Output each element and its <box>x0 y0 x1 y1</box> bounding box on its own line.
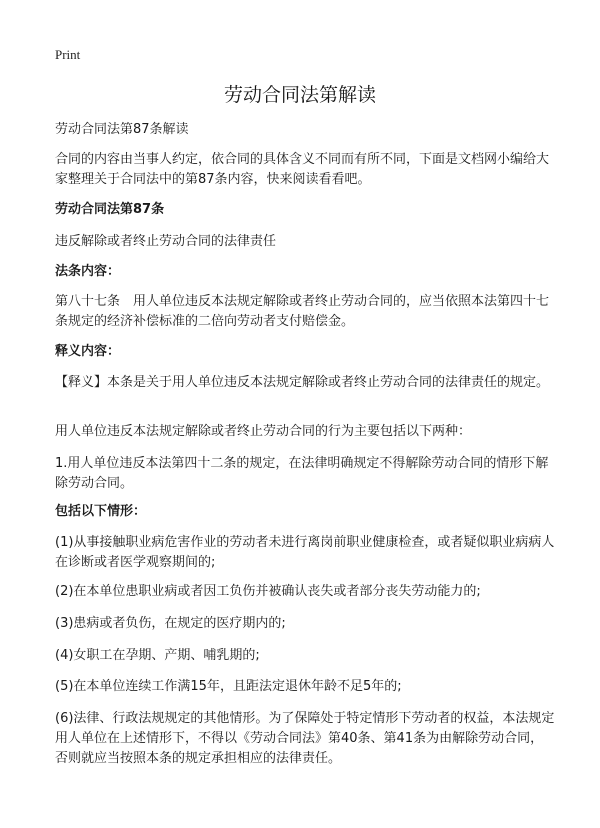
case-item-5: (5)在本单位连续工作满15年，且距法定退休年龄不足5年的; <box>55 679 402 694</box>
interpretation-text: 【释义】本条是关于用人单位违反本法规定解除或者终止劳动合同的法律责任的规定。 <box>55 375 550 390</box>
interpretation-heading: 释义内容： <box>55 344 121 359</box>
case-item-1: (1)从事接触职业病危害作业的劳动者未进行离岗前职业健康检查，或者疑似职业病病人在诊断或者医学观察期间的; <box>55 535 555 570</box>
cases-heading: 包括以下情形： <box>55 504 147 519</box>
case-item-4: (4)女职工在孕期、产期、哺乳期的; <box>55 648 260 663</box>
case-item-3: (3)患病或者负伤，在规定的医疗期内的; <box>55 616 286 631</box>
subtitle: 劳动合同法第87条解读 <box>55 122 189 137</box>
print-link[interactable]: Print <box>55 47 81 62</box>
case-item-2: (2)在本单位患职业病或者因工负伤并被确认丧失或者部分丧失劳动能力的; <box>55 584 481 599</box>
behavior-item-1: 1.用人单位违反本法第四十二条的规定，在法律明确规定不得解除劳动合同的情形下解除劳动合同。 <box>55 456 549 491</box>
case-item-6: (6)法律、行政法规规定的其他情形。为了保障处于特定情形下劳动者的权益，本法规定用人单位在上述情形下，不得以《劳动合同法》第40条、第41条为由解除劳动合同，否则就应当按照本条的规定承担相应的法律责任。 <box>55 711 555 766</box>
article-heading: 劳动合同法第87条 <box>55 202 165 217</box>
page-title: 劳动合同法第解读 <box>223 84 376 106</box>
provision-heading: 法条内容： <box>55 264 121 279</box>
provision-text: 第八十七条 用人单位违反本法规定解除或者终止劳动合同的，应当依照本法第四十七条规定的经济补偿标准的二倍向劳动者支付赔偿金。 <box>55 294 550 329</box>
intro-paragraph: 合同的内容由当事人约定，依合同的具体含义不同而有所不同，下面是文档网小编给大家整理关于合同法中的第87条内容，快来阅读看看吧。 <box>55 152 550 187</box>
article-topic: 违反解除或者终止劳动合同的法律责任 <box>55 234 277 249</box>
behaviors-intro: 用人单位违反本法规定解除或者终止劳动合同的行为主要包括以下两种： <box>55 424 472 439</box>
